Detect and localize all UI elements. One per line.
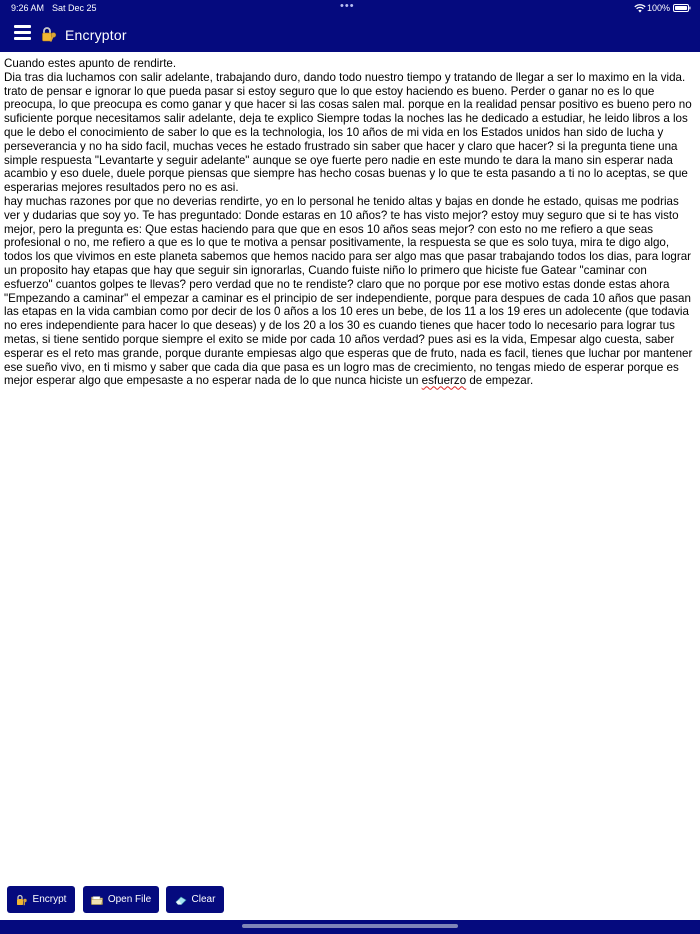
- status-time: 9:26 AM: [11, 3, 45, 13]
- home-indicator[interactable]: [242, 924, 458, 928]
- bottom-toolbar: [0, 886, 700, 914]
- battery-icon: [673, 4, 691, 12]
- folder-icon: [91, 894, 103, 906]
- clear-label: Clear: [191, 894, 216, 905]
- menu-icon[interactable]: [14, 25, 31, 39]
- open-file-label: Open File: [107, 894, 152, 905]
- eraser-icon: [175, 894, 187, 906]
- status-date: Sat Dec 25: [52, 3, 97, 13]
- home-indicator-bar: [0, 920, 700, 934]
- text-paragraph: Dia tras dia luchamos con salir adelante, trabajando duro, dando todo nuestro tiempo y tratando de llegar a ser lo maximo en la vida. trato de pensar e ignorar lo que pueda pasar si estoy seguro que lo que estoy haciendo es bueno. Perder o ganar no es lo que preocupa, lo que preocupa es como ganar y que hacer si las cosas salen mal. porque en la realidad pensar positivo es bueno pero no suficiente porque necesitamos salir adelante, deja te explico Siempre todas la noches las he dedicado a estudiar, he leido libros a los que le debo el conocimiento de saber lo que es la technologia, los 10 años de mi vida en los Estados unidos han sido de lucha y perseverancia y no ha sido facil, muchas veces he estado frustrado sin saber que hacer y claro que hacer? si la pregunta tiene una simple respuesta "Levantarte y seguir adelante" aunque se oye fuerte pero nadie en este mundo te dara la mano sin esperar nada acambio y eso duele, duele porque piensas que siempre has hecho cosas buenas y lo que te esta pasando a ti no lo aceptas, se que esperarias mejores resultados pero no es asi.: [4, 70, 692, 195]
- text-paragraph: Cuando estes apunto de rendirte.: [4, 57, 177, 70]
- misspelled-word[interactable]: esfuerzo: [421, 374, 467, 388]
- encrypt-button[interactable]: [7, 886, 75, 913]
- nav-bar: [0, 17, 700, 52]
- lock-key-icon: [41, 26, 58, 43]
- text-paragraph: [4, 195, 696, 388]
- status-bar: [0, 0, 700, 17]
- open-file-button[interactable]: [83, 886, 159, 913]
- multitasking-dots[interactable]: •••: [340, 0, 355, 12]
- text-paragraph-body: hay muchas razones por que no deverias rendirte, yo en lo personal he tenido altas y bajas en donde he estado, quisas me podrias ver y dudarias que soy yo. Te has preguntado: Donde estaras en 10 años? te has visto mejor? estoy muy seguro que si te has visto mejor, pero la pregunta es: Que estas haciendo para que que en esos 10 años seas mejor? con esto no me refiero a que seas profesional o no, me refiero a que es lo que te motiva a pensar positivamente, la respuesta se que es solo tuya, mira te digo algo, todos los que vivimos en este planeta sabemos que hemos nacido para ser algo mas que pasar trabajando todos los dias, para lograr un proposito hay etapas que hay que seguir sin ignorarlas, Cuando fuiste niño lo primero que hiciste fue Gatear "caminar con esfuerzo" cuantos golpes te llevas? pero verdad que no te rendiste? claro que no porque por ese motivo estas donde estas ahora "Empezando a caminar" el empezar a caminar es el principio de ser independiente, porque para despues de cada 10 años que pasan las etapas en la vida cambian como por decir de los 0 años a los 10 eres un bebe, de los 11 a los 19 eres un adolecente (que todavia no eres independiente para hacer lo que deseas) y de los 20 a los 30 es cuando tienes que hacer todo lo necesario para lograr tus metas, si tiene sentido porque siempre el exito se mide por cada 10 años verdad? pues asi es la vida, Empesar algo cuesta, saber esperar es el reto mas grande, porque durante empiesas algo que esperas que de fruto, nada es facil, tienes que luchar por mantener ese sueño vivo, en ti mismo y saber que cada dia que pasa es un logro mas de crecimiento, no tengas miedo de esperar porque es mejor esperar algo que empesaste a no esperar nada de lo que nunca hiciste un: [4, 194, 693, 388]
- clear-button[interactable]: [166, 886, 224, 913]
- encrypt-label: Encrypt: [32, 894, 67, 905]
- battery-percent: 100%: [647, 3, 671, 13]
- wifi-icon: [634, 3, 646, 13]
- lock-key-icon: [16, 894, 28, 906]
- document-text-area[interactable]: [4, 57, 696, 877]
- text-paragraph-end: de empezar.: [466, 374, 534, 388]
- app-title: Encryptor: [65, 27, 127, 43]
